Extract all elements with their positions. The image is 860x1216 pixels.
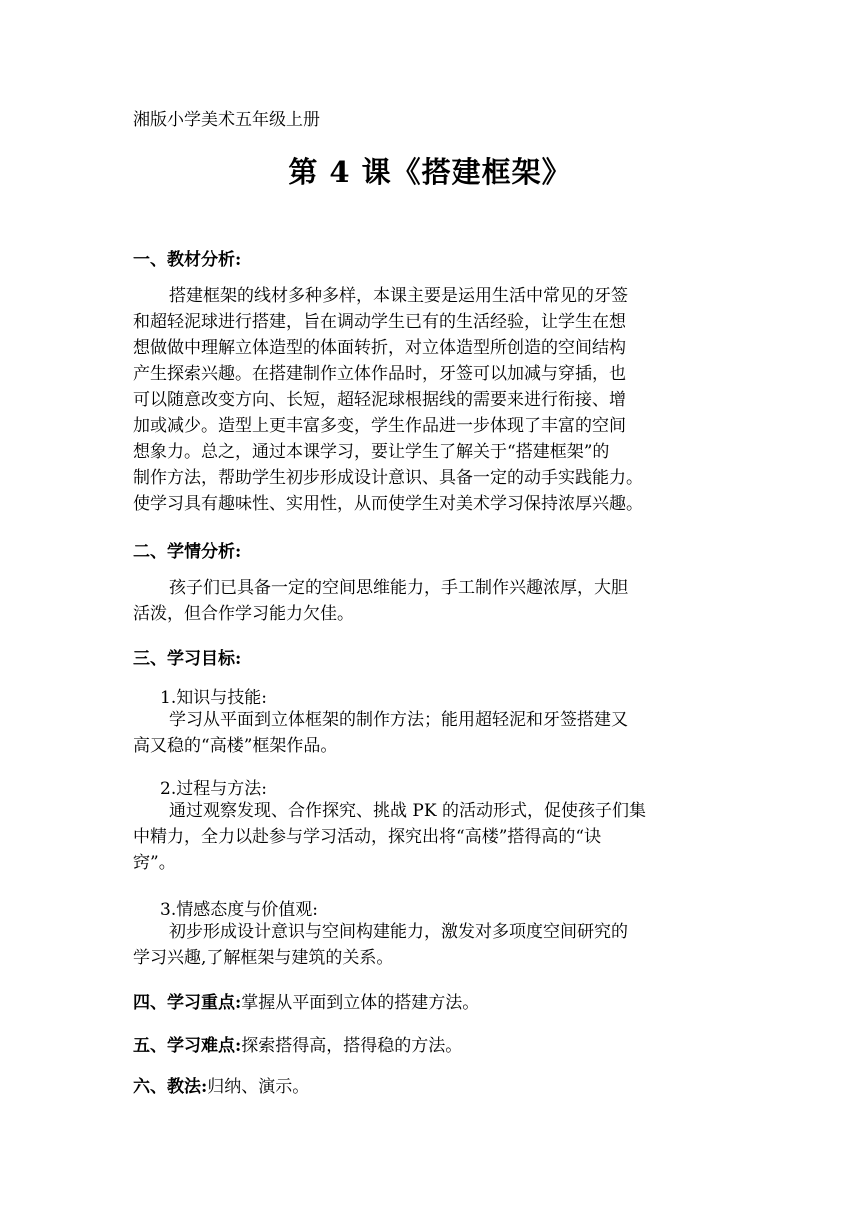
paragraph-line: 初步形成设计意识与空间构建能力，激发对多项度空间研究的 (169, 922, 628, 942)
textbook-analysis-paragraph (133, 283, 643, 517)
paragraph-line: 想做做中理解立体造型的体面转折，对立体造型所创造的空间结构 (133, 338, 626, 358)
objective-label-process-methods: 2.过程与方法: (160, 779, 267, 799)
section-heading-teaching-methods: 六、教法: (133, 1077, 208, 1097)
paragraph-line: 制作方法，帮助学生初步形成设计意识、具备一定的动手实践能力。 (133, 468, 643, 488)
paragraph-line: 加或减少。造型上更丰富多变，学生作品进一步体现了丰富的空间 (133, 416, 626, 436)
difficulties-text: 探索搭得高，搭得稳的方法。 (241, 1036, 463, 1056)
paragraph-line: 产生探索兴趣。在搭建制作立体作品时，牙签可以加减与穿插，也 (133, 364, 626, 384)
section-heading-learning-objectives: 三、学习目标: (133, 649, 242, 669)
paragraph-line: 通过观察发现、合作探究、挑战 PK 的活动形式，促使孩子们集 (169, 801, 646, 821)
paragraph-line: 和超轻泥球进行搭建，旨在调动学生已有的生活经验，让学生在想 (133, 312, 626, 332)
section-difficulties (133, 1031, 462, 1056)
section-key-points (133, 988, 479, 1013)
document-subtitle: 湘版小学美术五年级上册 (133, 110, 320, 130)
section-heading-difficulties: 五、学习难点: (133, 1036, 242, 1056)
section-teaching-methods (133, 1072, 309, 1097)
paragraph-line: 窍”。 (133, 853, 176, 873)
paragraph-line: 可以随意改变方向、长短，超轻泥球根据线的需要来进行衔接、增 (133, 390, 626, 410)
key-points-text: 掌握从平面到立体的搭建方法。 (241, 993, 480, 1013)
document-title: 第 4 课《搭建框架》 (288, 155, 572, 189)
paragraph-line: 搭建框架的线材多种多样，本课主要是运用生活中常见的牙签 (169, 286, 628, 306)
objective-process-methods-paragraph (133, 798, 646, 876)
paragraph-line: 使学习具有趣味性、实用性，从而使学生对美术学习保持浓厚兴趣。 (133, 494, 643, 514)
paragraph-line: 孩子们已具备一定的空间思维能力，手工制作兴趣浓厚，大胆 (169, 578, 628, 598)
learner-analysis-paragraph (133, 575, 628, 627)
objective-knowledge-skills-paragraph (133, 707, 628, 759)
paragraph-line: 学习兴趣,了解框架与建筑的关系。 (133, 948, 394, 968)
objective-label-attitude-values: 3.情感态度与价值观: (160, 900, 318, 920)
paragraph-line: 高又稳的“高楼”框架作品。 (133, 736, 338, 756)
objective-label-knowledge-skills: 1.知识与技能: (160, 688, 267, 708)
paragraph-line: 学习从平面到立体框架的制作方法；能用超轻泥和牙签搭建又 (169, 710, 628, 730)
teaching-methods-text: 归纳、演示。 (207, 1077, 310, 1097)
paragraph-line: 中精力，全力以赴参与学习活动，探究出将“高楼”搭得高的“诀 (133, 827, 602, 847)
section-heading-textbook-analysis: 一、教材分析: (133, 250, 242, 270)
section-heading-learner-analysis: 二、学情分析: (133, 542, 242, 562)
section-heading-key-points: 四、学习重点: (133, 993, 242, 1013)
paragraph-line: 活泼，但合作学习能力欠佳。 (133, 604, 354, 624)
paragraph-line: 想象力。总之，通过本课学习，要让学生了解关于“搭建框架”的 (133, 442, 610, 462)
objective-attitude-values-paragraph (133, 919, 628, 971)
